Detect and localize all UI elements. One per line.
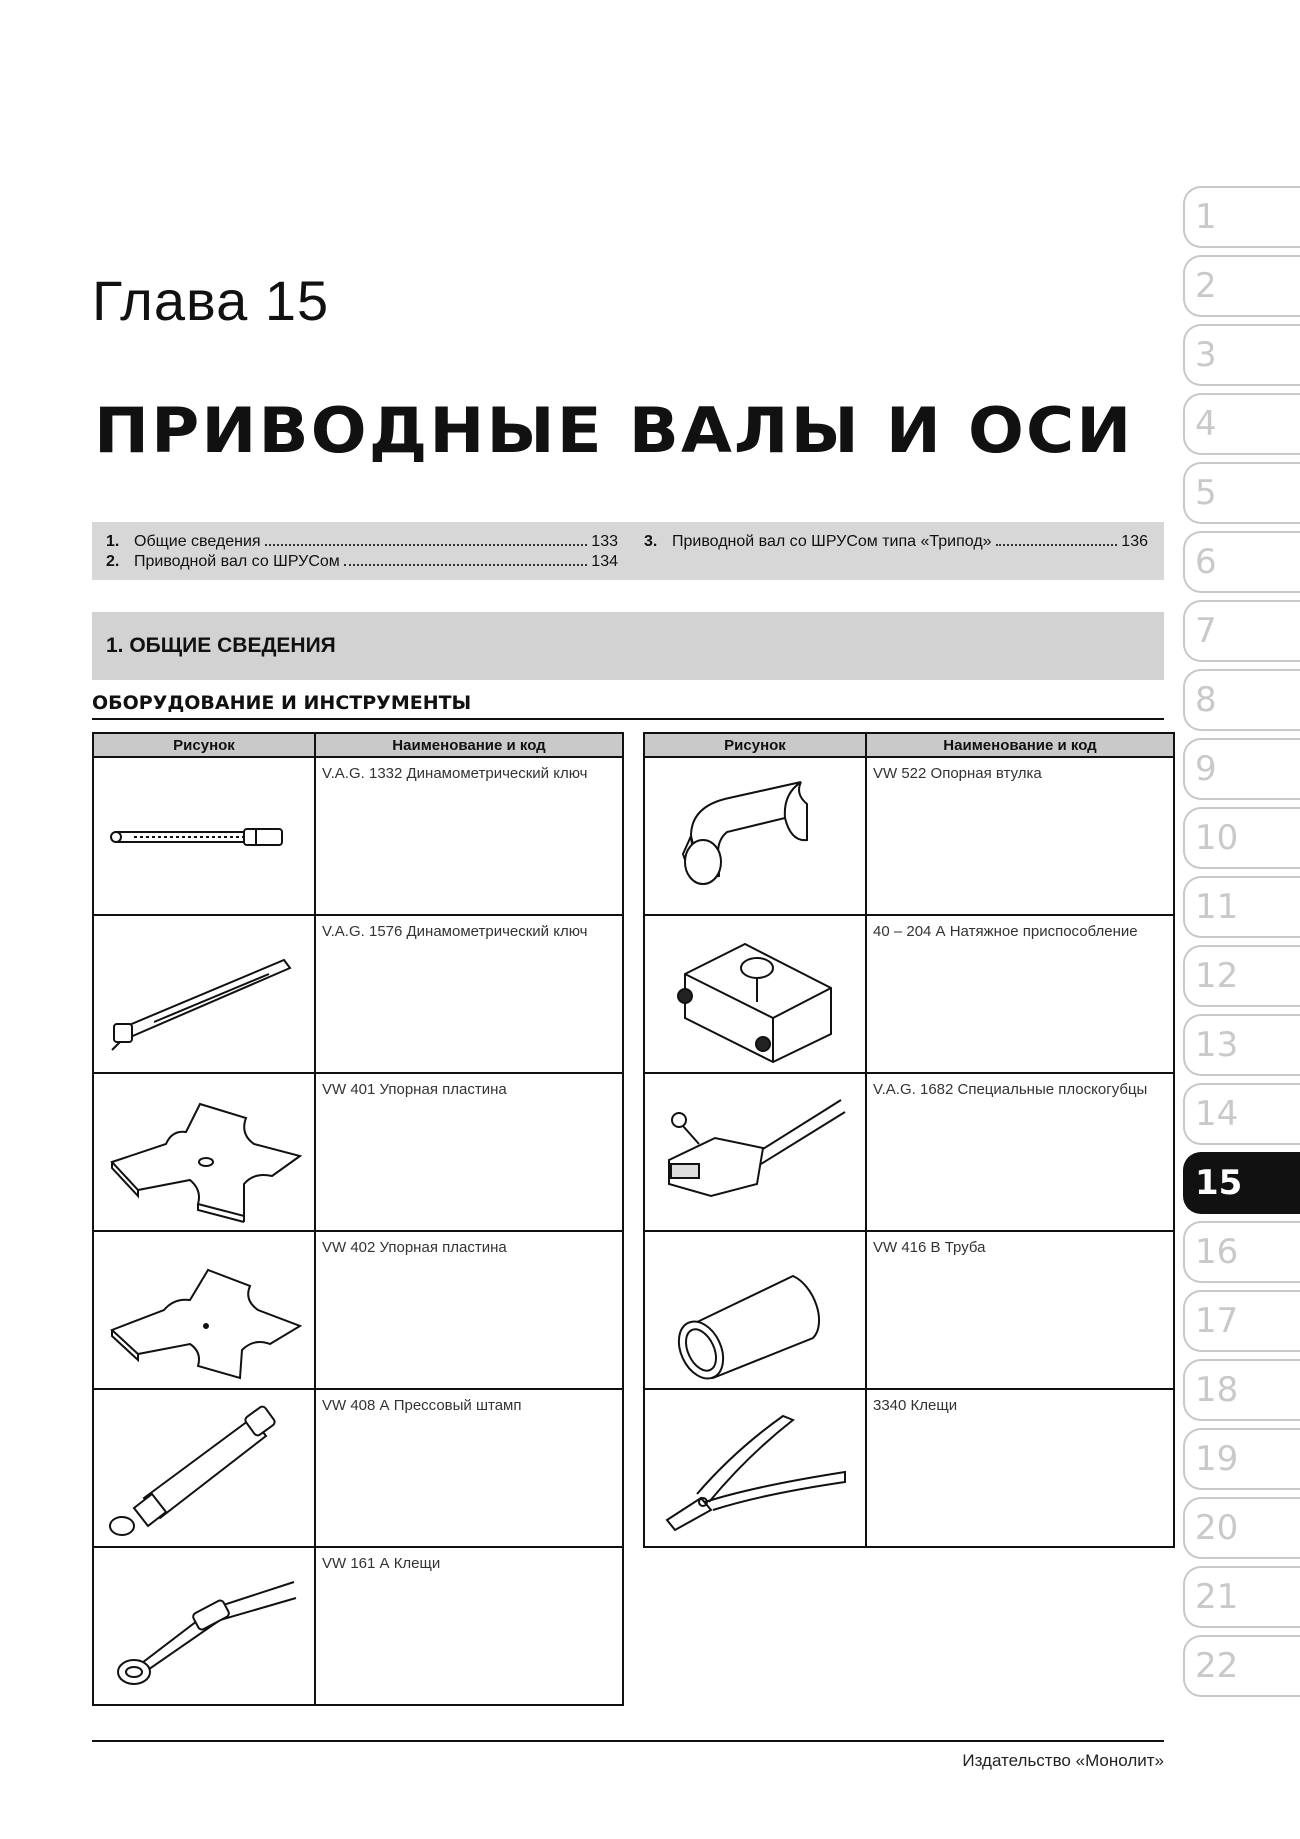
tool-name: V.A.G. 1332 Динамометрический ключ — [315, 757, 623, 915]
toc-page: 136 — [1121, 533, 1148, 550]
table-row — [93, 1389, 623, 1547]
tab-chapter-15[interactable]: 15 — [1183, 1152, 1300, 1214]
column-header-name: Наименование и код — [315, 733, 623, 757]
tab-chapter-2[interactable]: 2 — [1183, 255, 1300, 317]
toc-item[interactable] — [644, 533, 1148, 551]
publisher-footer: Издательство «Монолит» — [962, 1751, 1164, 1770]
table-row — [93, 757, 623, 915]
column-header-name: Наименование и код — [866, 733, 1174, 757]
tab-chapter-13[interactable]: 13 — [1183, 1014, 1300, 1076]
table-row — [644, 757, 1174, 915]
section-header — [92, 612, 1164, 680]
pliers-icon — [644, 1389, 866, 1547]
tab-chapter-12[interactable]: 12 — [1183, 945, 1300, 1007]
tool-name: V.A.G. 1682 Специальные плоскогубцы — [866, 1073, 1174, 1231]
torque-wrench-long-icon — [93, 915, 315, 1073]
tab-chapter-10[interactable]: 10 — [1183, 807, 1300, 869]
toc-item[interactable] — [106, 553, 618, 571]
tab-chapter-4[interactable]: 4 — [1183, 393, 1300, 455]
table-row — [644, 1389, 1174, 1547]
tab-chapter-14[interactable]: 14 — [1183, 1083, 1300, 1145]
column-header-picture: Рисунок — [644, 733, 866, 757]
tab-chapter-22[interactable]: 22 — [1183, 1635, 1300, 1697]
tab-chapter-8[interactable]: 8 — [1183, 669, 1300, 731]
table-row — [93, 915, 623, 1073]
tab-chapter-9[interactable]: 9 — [1183, 738, 1300, 800]
table-row — [93, 1231, 623, 1389]
toc-text: Приводной вал со ШРУСом типа «Трипод» — [672, 533, 992, 550]
thrust-plate-icon — [93, 1073, 315, 1231]
tool-name: VW 522 Опорная втулка — [866, 757, 1174, 915]
footer-divider — [92, 1740, 1164, 1742]
toc-leader — [996, 544, 1118, 546]
tools-table-right — [643, 732, 1175, 1548]
tab-chapter-11[interactable]: 11 — [1183, 876, 1300, 938]
table-row — [644, 915, 1174, 1073]
tool-name: VW 408 А Прессовый штамп — [315, 1389, 623, 1547]
column-header-picture: Рисунок — [93, 733, 315, 757]
toc-text: Приводной вал со ШРУСом — [134, 553, 340, 570]
toc-number: 2. — [106, 553, 120, 570]
tool-name: VW 416 В Труба — [866, 1231, 1174, 1389]
tab-chapter-3[interactable]: 3 — [1183, 324, 1300, 386]
table-of-contents — [92, 522, 1164, 580]
tools-table-left — [92, 732, 624, 1706]
chapter-label: Глава 15 — [92, 269, 330, 332]
table-header-row — [93, 733, 623, 757]
tab-chapter-18[interactable]: 18 — [1183, 1359, 1300, 1421]
tab-chapter-21[interactable]: 21 — [1183, 1566, 1300, 1628]
support-sleeve-icon — [644, 757, 866, 915]
toc-item[interactable] — [106, 533, 618, 551]
tab-chapter-1[interactable]: 1 — [1183, 186, 1300, 248]
tab-chapter-17[interactable]: 17 — [1183, 1290, 1300, 1352]
toc-page: 133 — [591, 533, 618, 550]
table-header-row — [644, 733, 1174, 757]
section-title: 1. ОБЩИЕ СВЕДЕНИЯ — [106, 634, 336, 657]
tool-name: V.A.G. 1576 Динамометрический ключ — [315, 915, 623, 1073]
tool-name: VW 402 Упорная пластина — [315, 1231, 623, 1389]
table-row — [644, 1073, 1174, 1231]
tool-name: VW 401 Упорная пластина — [315, 1073, 623, 1231]
press-punch-icon — [93, 1389, 315, 1547]
toc-number: 3. — [644, 533, 658, 550]
toc-page: 134 — [591, 553, 618, 570]
page-title: ПРИВОДНЫЕ ВАЛЫ И ОСИ — [94, 394, 1134, 467]
toc-leader — [265, 544, 588, 546]
tab-chapter-6[interactable]: 6 — [1183, 531, 1300, 593]
toc-leader — [344, 564, 588, 566]
thrust-plate-small-icon — [93, 1231, 315, 1389]
tab-chapter-7[interactable]: 7 — [1183, 600, 1300, 662]
toc-text: Общие сведения — [134, 533, 261, 550]
table-row — [93, 1547, 623, 1705]
tool-name: 3340 Клещи — [866, 1389, 1174, 1547]
tab-chapter-16[interactable]: 16 — [1183, 1221, 1300, 1283]
tab-chapter-20[interactable]: 20 — [1183, 1497, 1300, 1559]
tension-device-icon — [644, 915, 866, 1073]
tab-chapter-19[interactable]: 19 — [1183, 1428, 1300, 1490]
clamp-pliers-icon — [93, 1547, 315, 1705]
table-row — [93, 1073, 623, 1231]
tab-chapter-5[interactable]: 5 — [1183, 462, 1300, 524]
tool-name: VW 161 А Клещи — [315, 1547, 623, 1705]
tube-icon — [644, 1231, 866, 1389]
subsection-title: ОБОРУДОВАНИЕ И ИНСТРУМЕНТЫ — [92, 692, 1164, 720]
table-row — [644, 1231, 1174, 1389]
special-pliers-icon — [644, 1073, 866, 1231]
torque-wrench-icon — [93, 757, 315, 915]
toc-number: 1. — [106, 533, 120, 550]
tool-name: 40 – 204 А Натяжное приспособление — [866, 915, 1174, 1073]
